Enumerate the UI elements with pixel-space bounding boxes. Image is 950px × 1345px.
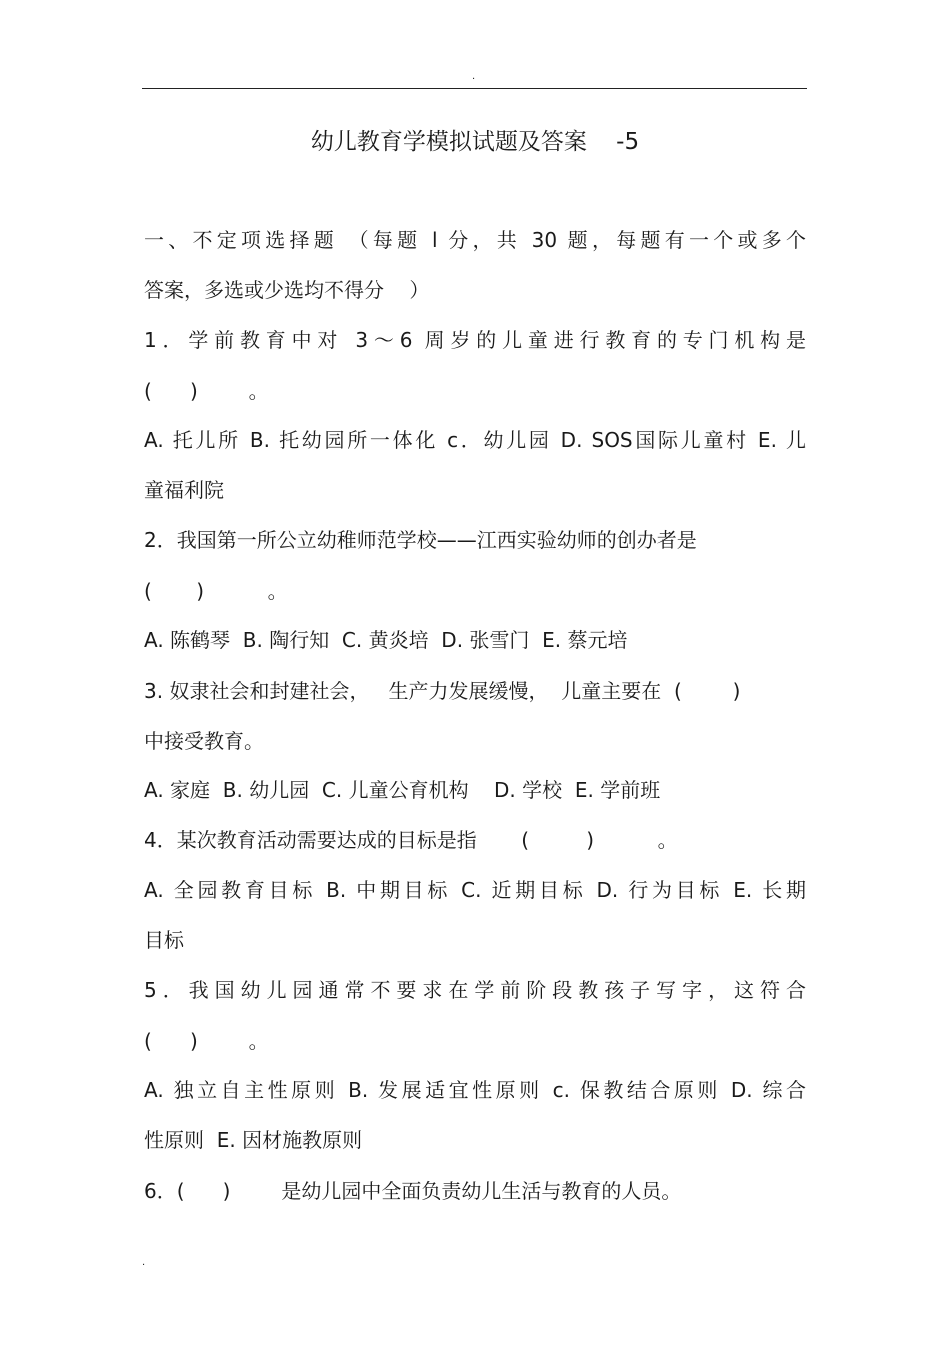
options-3: A. 家庭 B. 幼儿园 C. 儿童公育机构 D. 学校 E. 学前班 <box>144 778 661 802</box>
footer-dot: . <box>142 1257 146 1268</box>
text-line-1: 一、不定项选择题 （每题 l 分，共 30 题，每题有一个或多个 <box>144 228 806 252</box>
options-4-cont: 目标 <box>144 928 184 952</box>
answer-blank: ( ) 。 <box>144 379 269 403</box>
options-5-cont: 性原则 E. 因材施教原则 <box>144 1128 363 1152</box>
question-1: 1．学前教育中对 3～6 周岁的儿童进行教育的专门机构是 <box>144 328 806 352</box>
question-4: 4．某次教育活动需要达成的目标是指 ( ) 。 <box>144 828 678 852</box>
answer-blank: ( ) 。 <box>144 579 288 603</box>
options-1: A. 托儿所 B. 托幼园所一体化 c．幼儿园 D. SOS国际儿童村 E. 儿 <box>144 428 806 452</box>
options-2: A. 陈鹤琴 B. 陶行知 C. 黄炎培 D. 张雪门 E. 蔡元培 <box>144 628 628 652</box>
question-3-cont: 中接受教育。 <box>144 729 264 753</box>
document-title: 幼儿教育学模拟试题及答案 -5 <box>310 129 640 155</box>
options-1-cont: 童福利院 <box>144 478 224 502</box>
question-2: 2．我国第一所公立幼稚师范学校——江西实验幼师的创办者是 <box>144 528 697 552</box>
answer-blank: ( ) 。 <box>144 1029 269 1053</box>
text-line-2: 答案，多选或少选均不得分 ） <box>144 278 430 302</box>
header-dot: . <box>472 71 476 82</box>
options-4: A. 全园教育目标 B. 中期目标 C. 近期目标 D. 行为目标 E. 长期 <box>144 878 806 902</box>
header-rule <box>142 88 807 89</box>
options-5: A. 独立自主性原则 B. 发展适宜性原则 c. 保教结合原则 D. 综合 <box>144 1078 806 1102</box>
question-5: 5．我国幼儿园通常不要求在学前阶段教孩子写字，这符合 <box>144 978 806 1002</box>
question-6: 6．( ) 是幼儿园中全面负责幼儿生活与教育的人员。 <box>144 1179 682 1203</box>
question-3: 3. 奴隶社会和封建社会， 生产力发展缓慢， 儿童主要在 ( ) <box>144 679 741 703</box>
